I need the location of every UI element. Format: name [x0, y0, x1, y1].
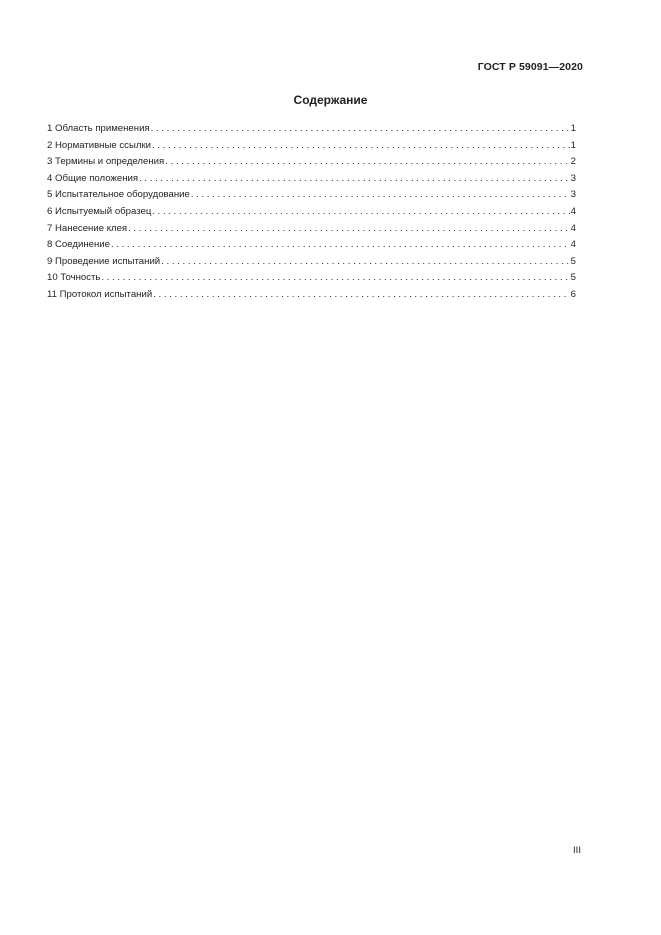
toc-entry[interactable] [47, 121, 576, 138]
toc-entry[interactable] [47, 221, 576, 238]
toc-entry[interactable] [47, 270, 576, 287]
toc-leader-dots [139, 171, 570, 188]
toc-entry-label: 10 Точность [47, 272, 101, 284]
toc-entry-page: 2 [570, 156, 576, 168]
toc-entry-label: 2 Нормативные ссылки [47, 139, 152, 151]
toc-entry-page: 4 [570, 239, 576, 251]
toc-entry-label: 3 Термины и определения [47, 156, 165, 168]
toc-entry-page: 3 [570, 189, 576, 201]
toc-entry[interactable] [47, 204, 576, 221]
toc-entry-label: 11 Протокол испытаний [47, 288, 153, 300]
toc-entry-label: 6 Испытуемый образец [47, 205, 152, 217]
page-number: III [573, 845, 581, 856]
toc-leader-dots [152, 138, 570, 155]
toc-entry-page: 3 [570, 172, 576, 184]
toc-entry-label: 9 Проведение испытаний [47, 255, 161, 267]
toc-entry-page: 5 [570, 272, 576, 284]
toc-leader-dots [191, 187, 570, 204]
toc-entry-label: 7 Нанесение клея [47, 222, 128, 234]
toc-leader-dots [151, 121, 570, 138]
toc-entry[interactable] [47, 287, 576, 304]
toc-leader-dots [101, 270, 569, 287]
toc-entry-page: 4 [570, 222, 576, 234]
toc-entry-label: 4 Общие положения [47, 172, 139, 184]
toc-entry[interactable] [47, 138, 576, 155]
toc-leader-dots [152, 204, 569, 221]
toc-entry-label: 5 Испытательное оборудование [47, 189, 190, 201]
toc-title: Содержание [293, 93, 368, 107]
toc-entry-label: 1 Область применения [47, 123, 150, 134]
toc-entry-page: 1 [570, 123, 576, 134]
toc-entry[interactable] [47, 187, 576, 204]
toc-entry[interactable] [47, 237, 576, 254]
table-of-contents [47, 121, 576, 304]
toc-entry-page: 1 [570, 139, 576, 151]
toc-entry-page: 4 [570, 205, 576, 217]
document-code: ГОСТ Р 59091—2020 [477, 61, 583, 73]
toc-leader-dots [165, 154, 569, 171]
toc-leader-dots [161, 254, 569, 271]
toc-entry[interactable] [47, 154, 576, 171]
toc-entry-page: 5 [570, 255, 576, 267]
toc-leader-dots [111, 237, 570, 254]
toc-entry-label: 8 Соединение [47, 239, 110, 251]
toc-entry[interactable] [47, 171, 576, 188]
toc-leader-dots [153, 287, 569, 304]
toc-leader-dots [128, 221, 570, 238]
toc-entry[interactable] [47, 254, 576, 271]
toc-entry-page: 6 [570, 288, 576, 300]
